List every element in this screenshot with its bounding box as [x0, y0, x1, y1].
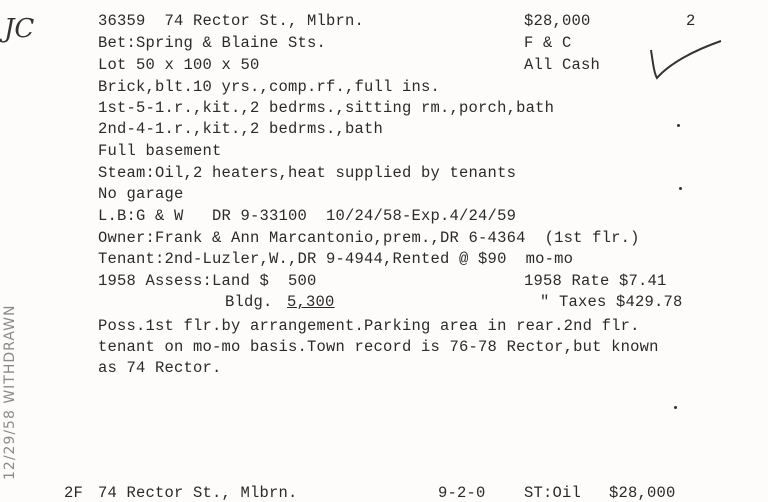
terms: F & C [524, 34, 572, 52]
line-basement: Full basement [98, 142, 222, 160]
line-between: Bet:Spring & Blaine Sts. [98, 34, 327, 52]
check-mark-icon [645, 38, 725, 83]
corner-number: 2 [686, 12, 696, 30]
footer-price: $28,000 [609, 484, 676, 502]
line-lot: Lot 50 x 100 x 50 [98, 56, 260, 74]
line-assessment-bldg-value: 5,300 [287, 293, 335, 311]
line-first-floor: 1st-5-1.r.,kit.,2 bedrms.,sitting rm.,porch,bath [98, 99, 555, 117]
line-remarks-2: tenant on mo-mo basis.Town record is 76-78 Rector,but known [98, 338, 659, 356]
line-owner: Owner:Frank & Ann Marcantonio,prem.,DR 6-4364 (1st flr.) [98, 229, 640, 247]
line-remarks-1: Poss.1st flr.by arrangement.Parking area in rear.2nd flr. [98, 317, 640, 335]
line-garage: No garage [98, 185, 184, 203]
line-remarks-3: as 74 Rector. [98, 359, 222, 377]
line-construction: Brick,blt.10 yrs.,comp.rf.,full ins. [98, 78, 441, 96]
tax-rate: 1958 Rate $7.41 [524, 272, 667, 290]
line-listing-broker: L.B:G & W DR 9-33100 10/24/58-Exp.4/24/59 [98, 207, 517, 225]
taxes: " Taxes $429.78 [540, 293, 683, 311]
line-assessment-land: 1958 Assess:Land $ 500 [98, 272, 317, 290]
line-tenant: Tenant:2nd-Luzler,W.,DR 9-4944,Rented @ $90 mo-mo [98, 250, 574, 268]
dot-mark [674, 406, 677, 409]
footer-address: 74 Rector St., Mlbrn. [98, 484, 298, 502]
cash-terms: All Cash [524, 56, 601, 74]
line-heating: Steam:Oil,2 heaters,heat supplied by tenants [98, 164, 517, 182]
withdrawn-stamp: 12/29/58 WITHDRAWN [2, 304, 18, 480]
line-second-floor: 2nd-4-1.r.,kit.,2 bedrms.,bath [98, 120, 384, 138]
dot-mark [679, 187, 682, 190]
line-assessment-bldg-label: Bldg. [225, 293, 273, 311]
dot-mark [677, 124, 680, 127]
footer-code: 2F [64, 484, 84, 502]
price: $28,000 [524, 12, 591, 30]
line-id-address: 36359 74 Rector St., Mlbrn. [98, 12, 365, 30]
footer-heat: ST:Oil [524, 484, 582, 502]
footer-ref: 9-2-0 [438, 484, 486, 502]
handwritten-initials: JC [4, 14, 35, 44]
